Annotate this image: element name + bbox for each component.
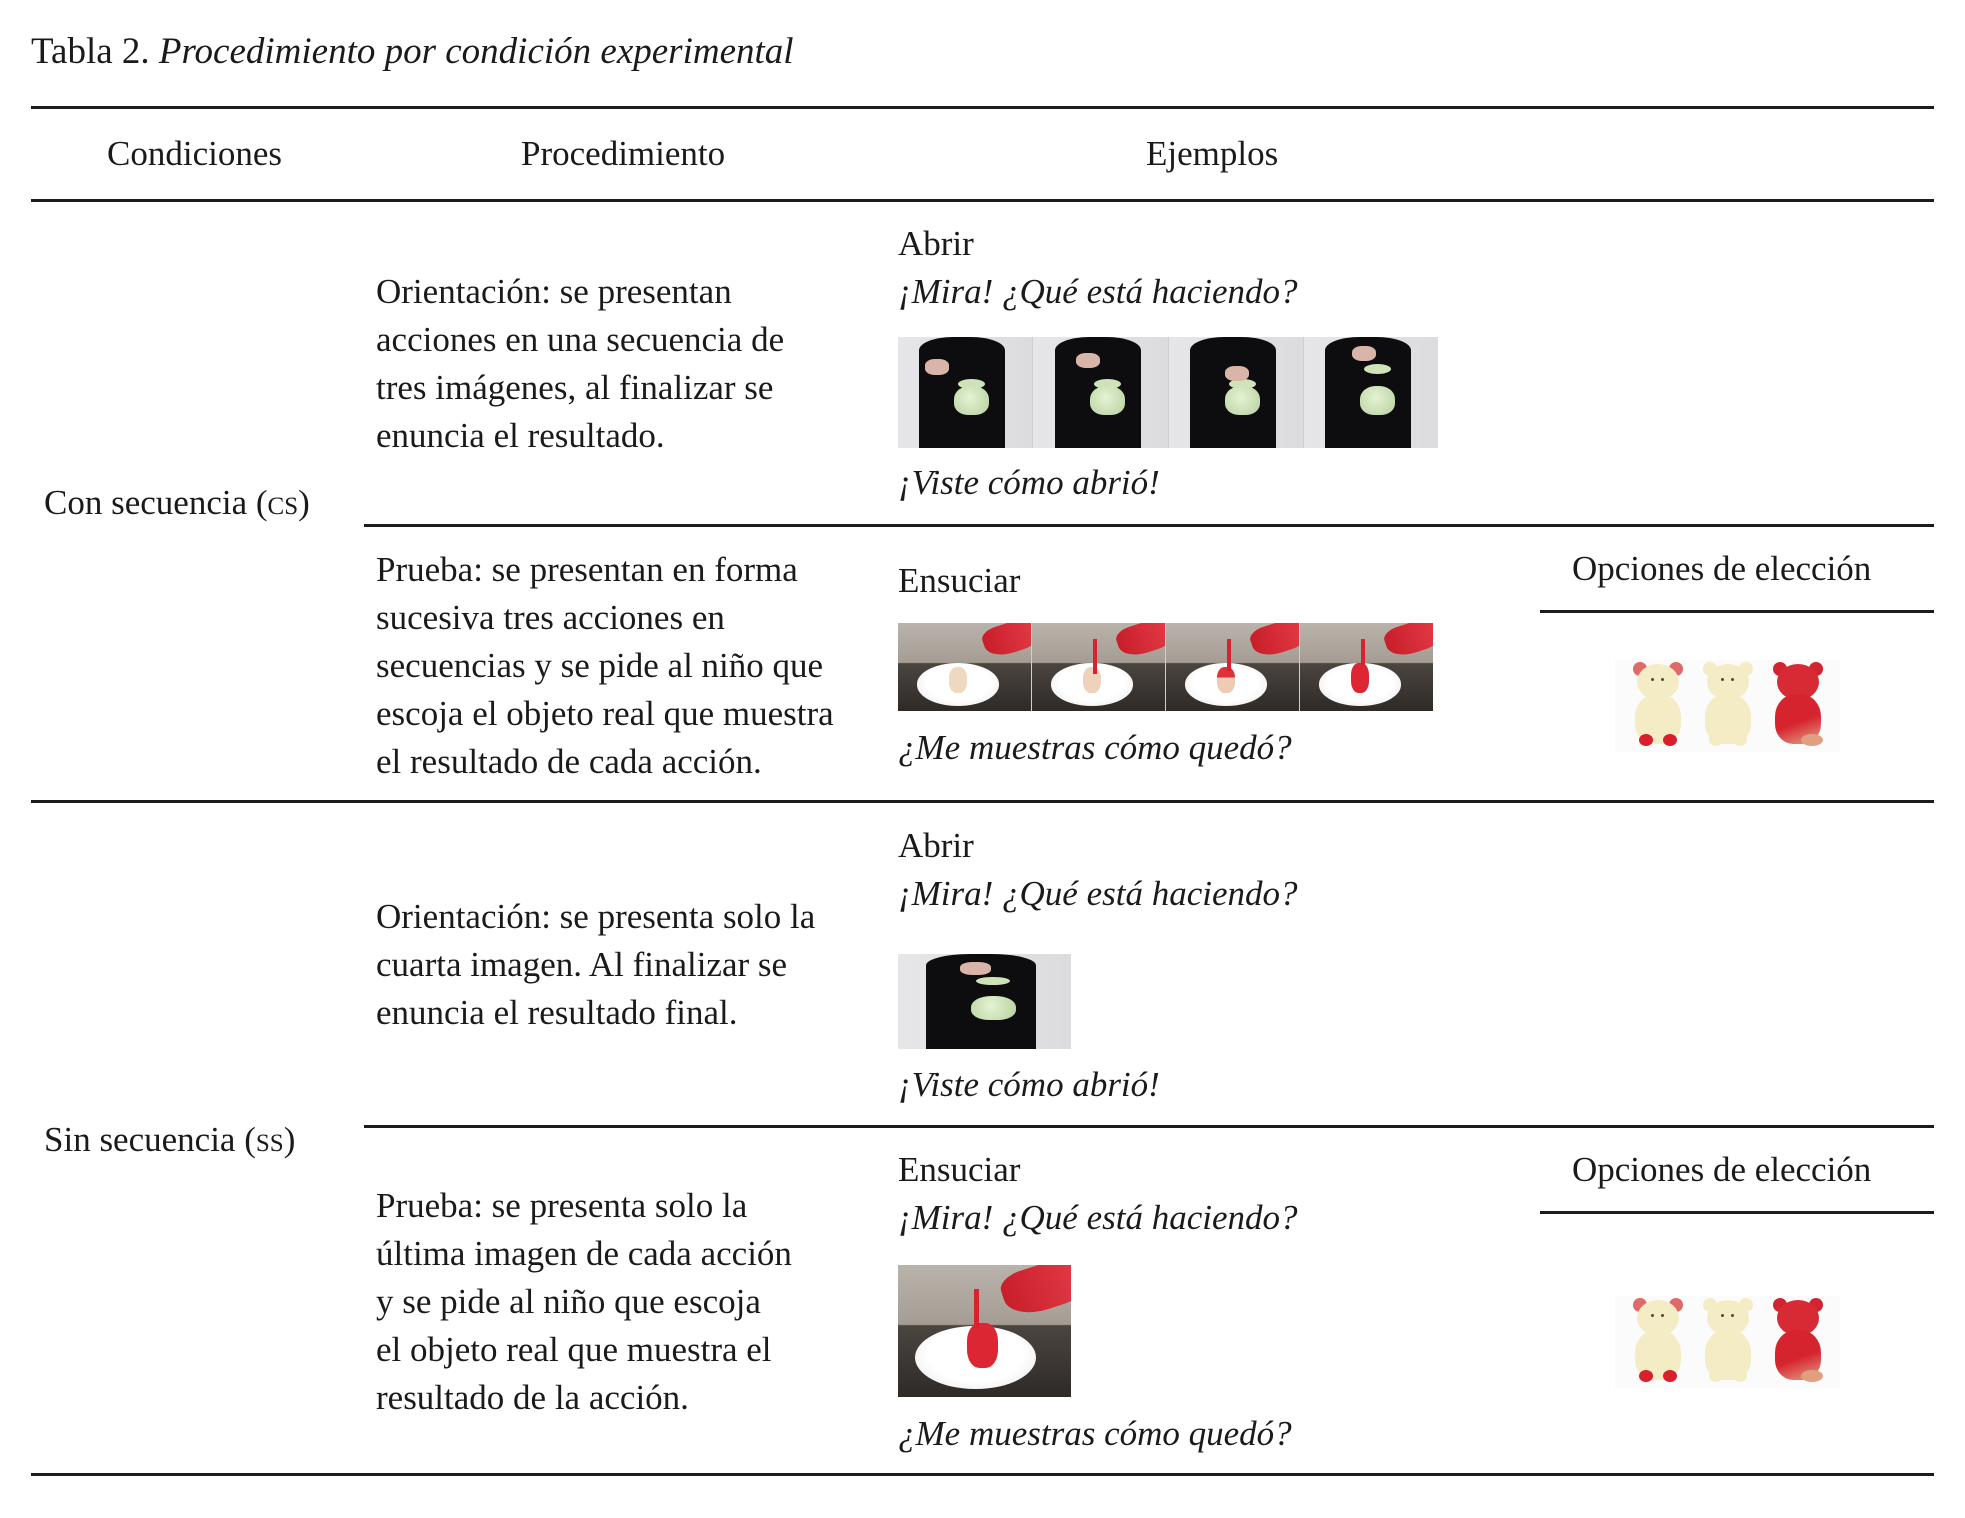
procedure-line: Orientación: se presentan [376,272,732,311]
condition-abbr: ss [255,1120,284,1159]
procedure-line: Orientación: se presenta solo la [376,897,816,936]
procedure-ss-orientation [376,893,815,1037]
row-divider [364,1125,1934,1128]
bear-covered-red [1769,1300,1827,1384]
header-rule [31,199,1934,202]
procedure-cs-test [376,546,834,786]
procedure-line: sucesiva tres acciones en [376,598,725,637]
image-single-abrir [898,954,1071,1049]
table-caption [31,28,794,76]
dirty-bear-final-frame [898,1265,1071,1397]
bear-clean [1699,1300,1757,1384]
procedure-line: el resultado de cada acción. [376,742,762,781]
procedure-line: el objeto real que muestra el [376,1330,772,1369]
procedure-line: Prueba: se presentan en forma [376,550,798,589]
procedure-cs-orientation [376,268,784,460]
open-pot-frame-2 [1032,337,1167,448]
header-examples: Ejemplos [1146,134,1279,173]
section-divider [31,800,1934,803]
bottom-rule [31,1473,1934,1476]
open-pot-final-frame [898,954,1071,1049]
bear-covered-red [1769,664,1827,748]
example-prompt: ¡Mira! ¿Qué está haciendo? [898,1198,1298,1237]
header-conditions: Condiciones [107,134,282,173]
condition-name: Sin secuencia [44,1120,236,1159]
example-closing: ¿Me muestras cómo quedó? [898,1414,1292,1453]
open-pot-frame-4 [1303,337,1438,448]
procedure-line: escoja el objeto real que muestra [376,694,834,733]
header-procedure: Procedimiento [521,134,726,173]
choice-options [1615,1296,1840,1388]
procedure-line: acciones en una secuencia de [376,320,785,359]
open-pot-frame-3 [1168,337,1303,448]
options-rule [1540,1211,1934,1214]
options-header: Opciones de elección [1572,549,1872,588]
example-closing: ¿Me muestras cómo quedó? [898,728,1292,767]
dirty-bear-frame-4 [1299,623,1433,711]
procedure-line: enuncia el resultado final. [376,993,738,1032]
top-rule [31,106,1934,109]
example-closing: ¡Viste cómo abrió! [898,463,1160,502]
condition-abbr: cs [267,483,299,522]
row-divider [364,524,1934,527]
image-sequence-abrir [898,337,1438,448]
procedure-line: enuncia el resultado. [376,416,665,455]
table-title: Procedimiento por condición experimental [158,31,794,72]
procedure-line: secuencias y se pide al niño que [376,646,824,685]
bear-clean [1699,664,1757,748]
procedure-line: y se pide al niño que escoja [376,1282,761,1321]
example-action: Ensuciar [898,1150,1021,1189]
condition-label-cs: Con secuencia (cs) [44,483,310,522]
table-label: Tabla 2. [31,31,150,72]
procedure-line: tres imágenes, al finalizar se [376,368,774,407]
dirty-bear-frame-2 [1031,623,1165,711]
condition-label-ss: Sin secuencia (ss) [44,1120,296,1159]
options-header: Opciones de elección [1572,1150,1872,1189]
example-action: Ensuciar [898,561,1021,600]
procedure-ss-test [376,1182,792,1422]
procedure-line: última imagen de cada acción [376,1234,792,1273]
example-prompt: ¡Mira! ¿Qué está haciendo? [898,874,1298,913]
procedure-line: resultado de la acción. [376,1378,689,1417]
options-rule [1540,610,1934,613]
bear-red-paws [1629,1300,1687,1384]
example-closing: ¡Viste cómo abrió! [898,1065,1160,1104]
example-prompt: ¡Mira! ¿Qué está haciendo? [898,272,1298,311]
example-action: Abrir [898,826,974,865]
example-action: Abrir [898,224,974,263]
dirty-bear-frame-3 [1165,623,1299,711]
procedure-line: cuarta imagen. Al finalizar se [376,945,788,984]
bear-red-paws [1629,664,1687,748]
dirty-bear-frame-1 [898,623,1031,711]
open-pot-frame-1 [898,337,1032,448]
choice-options [1615,660,1840,752]
image-single-ensuciar [898,1265,1071,1397]
condition-name: Con secuencia [44,483,248,522]
procedure-line: Prueba: se presenta solo la [376,1186,748,1225]
image-sequence-ensuciar [898,623,1433,711]
